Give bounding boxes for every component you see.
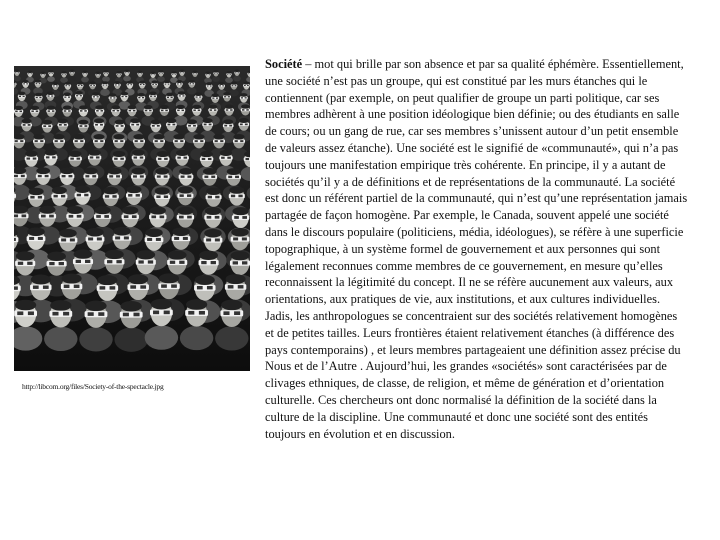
definition-body: – mot qui brille par son absence et par sa qualité éphémère. Essentiellement, une société n’est pas un groupe, qui est constitué par les murs étanches qui le contiennent (par exemple, on peut qualifier de groupe un parti politique, car ses membres adhèrent à une position idéologique bien définie; ou des étudiants en salle de cours; ou un gang de rue, car ses membres s’unissent autour d’un petit ensemble de valeurs assez étanche). Une société est le signifié de «communauté», qui n’a pas toujours une manifestation empirique très cohérente. En principe, il y a autant de sociétés qu’il y a de définitions et de représentations de la communauté. La société est donc un référent partiel de la communauté, qui n’est qu’une représentation jamais partagée de façon homogène. Par exemple, le Canada, souvent appelé une société dans le discours populaire (politiciens, média, idéologues), se réfère à une superficie topographique, à un système formel de gouvernement et aux personnes qui sont légalement reconnues comme membres de ce gouvernement, en mesure qu’elles reconnaissent la légitimité du concept. Il ne se réfère aucunement aux valeurs, aux orientations, aux pratiques de vie, aux institutions, et aux cultures individuelles. Jadis, les anthropologues se concentraient sur des sociétés relativement homogènes et de petites tailles. Leurs frontières étaient relativement étanches (à différence des pays contemporains) , et leurs membres partageaient une définition assez précise du Nous et de l’Autre . Aujourd’hui, les grandes «sociétés» sont caractérisées par de clivages ethniques, de classe, de religion, et même de génération et d’orientation culturelle. Ces chercheurs ont donc normalisé la définition de la société dans la culture de la discipline. Une communauté et donc une société sont des entités toujours en évolution et en discussion. (265, 57, 688, 441)
audience-photo (14, 66, 250, 371)
definition-term: Société (265, 57, 303, 71)
definition-paragraph (265, 56, 689, 442)
audience-3d-glasses-icon (14, 66, 250, 371)
image-source-caption: http://libcom.org/files/Society-of-the-spectacle.jpg (22, 382, 164, 391)
